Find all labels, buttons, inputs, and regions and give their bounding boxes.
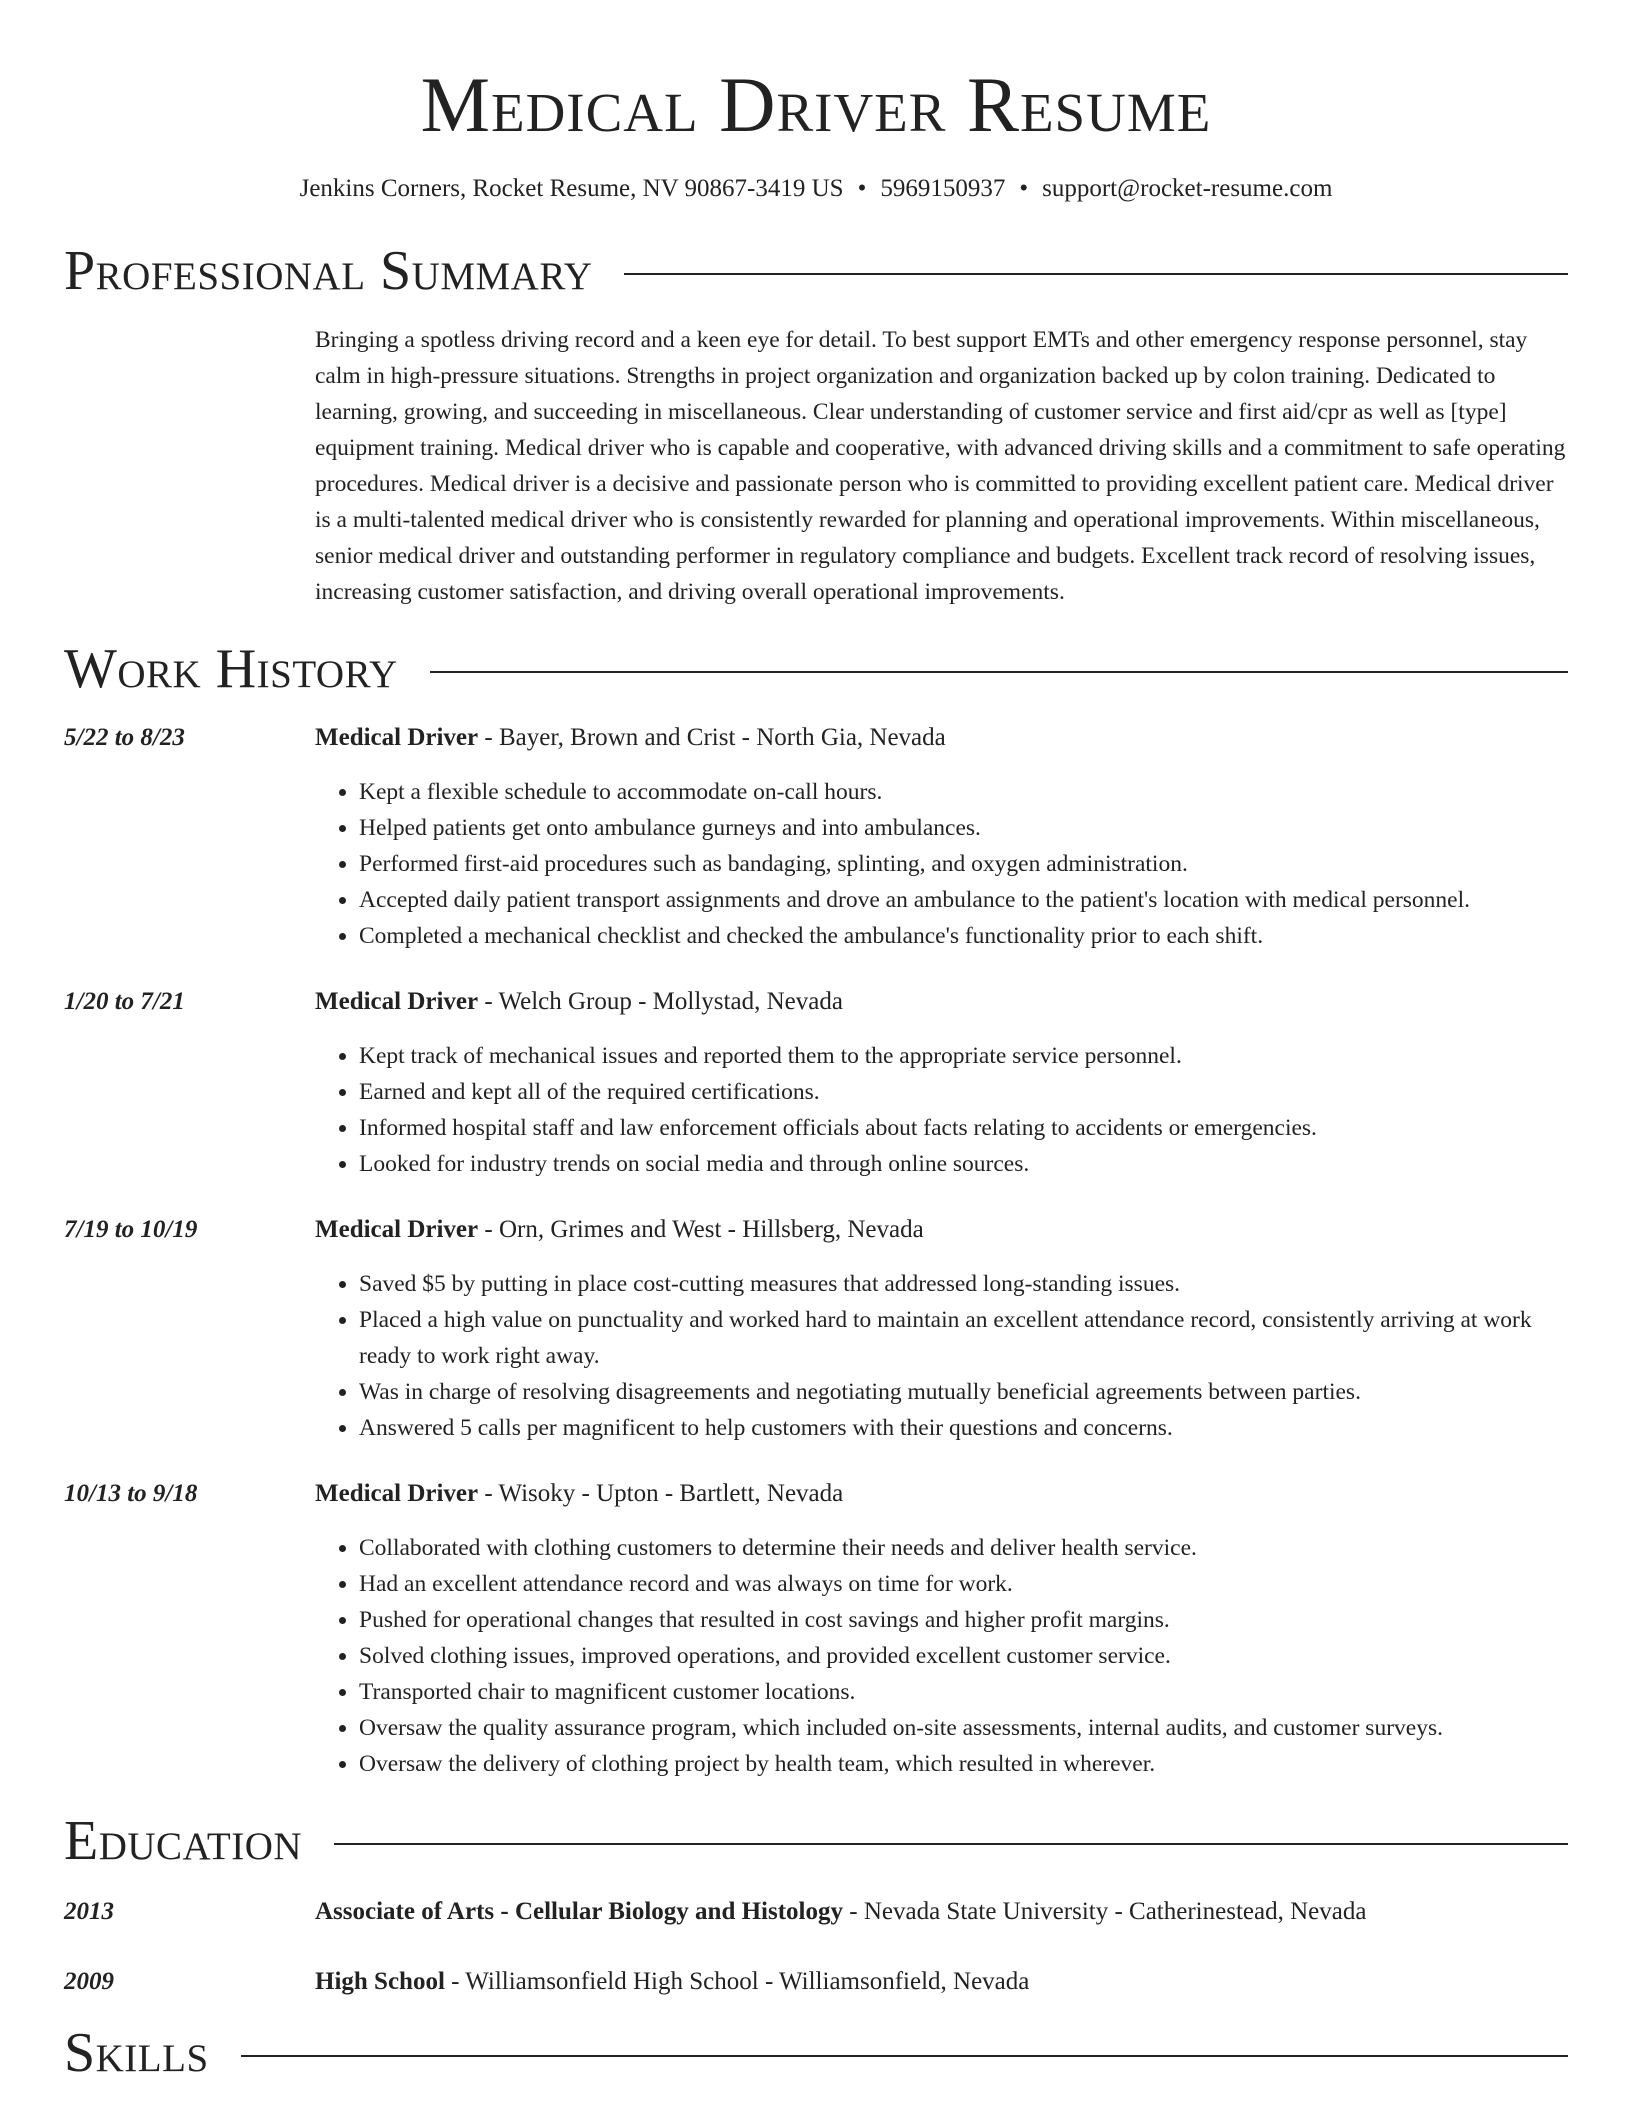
job-title: Medical Driver: [315, 1216, 479, 1243]
job-entry-4: [64, 1476, 1568, 1782]
list-item: • Accepted daily patient transport assignments and drove an ambulance to the patient's location with medical personnel.: [359, 882, 1568, 918]
job-dates: 1/20 to 7/21: [64, 988, 185, 1015]
list-item: • Transported chair to magnificent customer locations.: [359, 1674, 1568, 1710]
contact-line: [64, 172, 1568, 206]
resume-page: [64, 0, 1568, 2084]
list-item: • Looked for industry trends on social media and through online sources.: [359, 1146, 1568, 1182]
education-content: [315, 1894, 1568, 1930]
section-divider: [430, 671, 1568, 673]
job-title: Medical Driver: [315, 724, 479, 751]
next-section-heading: Skills: [64, 2022, 209, 2084]
contact-separator: •: [1019, 175, 1029, 202]
education-content: [315, 1964, 1568, 2000]
list-item: • Informed hospital staff and law enforcement officials about facts relating to accidents or emergencies.: [359, 1110, 1568, 1146]
job-content: [315, 720, 1568, 954]
list-item: • Placed a high value on punctuality and worked hard to maintain an excellent attendance record, consistently arriving at work ready to work right away.: [359, 1302, 1568, 1374]
education-entry-1: [64, 1894, 1568, 1930]
job-bullets: [315, 1266, 1568, 1446]
resume-title: Medical Driver Resume: [420, 61, 1212, 148]
education-degree: Associate of Arts - Cellular Biology and Histology: [315, 1898, 844, 1925]
list-item: • Oversaw the quality assurance program, which included on-site assessments, internal audits, and customer surveys.: [359, 1710, 1568, 1746]
job-bullets: [315, 1530, 1568, 1782]
education-degree: High School: [315, 1968, 445, 1995]
list-item: • Answered 5 calls per magnificent to help customers with their questions and concerns.: [359, 1410, 1568, 1446]
job-content: [315, 1476, 1568, 1782]
job-title-line: [315, 984, 1568, 1020]
list-item: • Solved clothing issues, improved operations, and provided excellent customer service.: [359, 1638, 1568, 1674]
education-year: 2013: [64, 1898, 114, 1925]
job-entry-1: [64, 720, 1568, 954]
job-content: [315, 984, 1568, 1182]
job-title: Medical Driver: [315, 988, 479, 1015]
section-divider: [624, 273, 1568, 275]
job-title-line: [315, 720, 1568, 756]
job-content: [315, 1212, 1568, 1446]
job-entry-2: [64, 984, 1568, 1182]
contact-separator: •: [857, 175, 867, 202]
job-entry-3: [64, 1212, 1568, 1446]
next-section-header: [64, 2022, 1568, 2084]
summary-section-header: [64, 240, 1568, 302]
list-item: • Oversaw the delivery of clothing project by health team, which resulted in wherever.: [359, 1746, 1568, 1782]
job-dates: 5/22 to 8/23: [64, 724, 185, 751]
job-dates: 7/19 to 10/19: [64, 1216, 198, 1243]
list-item: • Completed a mechanical checklist and checked the ambulance's functionality prior to each shift.: [359, 918, 1568, 954]
list-item: • Collaborated with clothing customers to determine their needs and deliver health service.: [359, 1530, 1568, 1566]
contact-address: Jenkins Corners, Rocket Resume, NV 90867-3419 US: [299, 175, 844, 202]
list-item: • Pushed for operational changes that resulted in cost savings and higher profit margins.: [359, 1602, 1568, 1638]
list-item: • Helped patients get onto ambulance gurneys and into ambulances.: [359, 810, 1568, 846]
work-heading: Work History: [64, 638, 398, 700]
summary-row: [64, 322, 1568, 610]
list-item: • Was in charge of resolving disagreements and negotiating mutually beneficial agreements between parties.: [359, 1374, 1568, 1410]
job-title-line: [315, 1212, 1568, 1248]
list-item: • Kept a flexible schedule to accommodate on-call hours.: [359, 774, 1568, 810]
job-employer-location: - Bayer, Brown and Crist - North Gia, Nevada: [478, 724, 946, 751]
job-employer-location: - Orn, Grimes and West - Hillsberg, Nevada: [478, 1216, 924, 1243]
list-item: • Saved $5 by putting in place cost-cutting measures that addressed long-standing issues.: [359, 1266, 1568, 1302]
education-heading: Education: [64, 1810, 303, 1872]
list-item: • Had an excellent attendance record and was always on time for work.: [359, 1566, 1568, 1602]
job-dates: 10/13 to 9/18: [64, 1480, 198, 1507]
list-item: • Earned and kept all of the required certifications.: [359, 1074, 1568, 1110]
education-year: 2009: [64, 1968, 114, 1995]
education-school-location: - Nevada State University - Catherinestead, Nevada: [843, 1898, 1367, 1925]
section-divider: [241, 2055, 1568, 2057]
section-divider: [334, 1843, 1568, 1845]
work-section-header: [64, 638, 1568, 700]
summary-text: Bringing a spotless driving record and a keen eye for detail. To best support EMTs and other emergency response personnel, stay calm in high-pressure situations. Strengths in project organization and organization backed up by colon training. Dedicated to learning, growing, and succeeding in miscellaneous. Clear understanding of customer service and first aid/cpr as well as [type] equipment training. Medical driver who is capable and cooperative, with advanced driving skills and a commitment to safe operating procedures. Medical driver is a decisive and passionate person who is committed to providing excellent patient care. Medical driver is a multi-talented medical driver who is consistently rewarded for planning and operational improvements. Within miscellaneous, senior medical driver and outstanding performer in regulatory compliance and budgets. Excellent track record of resolving issues, increasing customer satisfaction, and driving overall operational improvements.: [315, 327, 1566, 605]
contact-phone: 5969150937: [880, 175, 1006, 202]
list-item: • Performed first-aid procedures such as bandaging, splinting, and oxygen administration.: [359, 846, 1568, 882]
contact-email[interactable]: support@rocket-resume.com: [1042, 175, 1333, 202]
list-item: • Kept track of mechanical issues and reported them to the appropriate service personnel.: [359, 1038, 1568, 1074]
education-school-location: - Williamsonfield High School - Williamsonfield, Nevada: [444, 1968, 1030, 1995]
education-entry-2: [64, 1964, 1568, 2000]
job-employer-location: - Welch Group - Mollystad, Nevada: [478, 988, 843, 1015]
job-bullets: [315, 1038, 1568, 1182]
job-title: Medical Driver: [315, 1480, 479, 1507]
job-employer-location: - Wisoky - Upton - Bartlett, Nevada: [478, 1480, 844, 1507]
education-section-header: [64, 1810, 1568, 1872]
summary-heading: Professional Summary: [64, 240, 593, 302]
job-bullets: [315, 774, 1568, 954]
job-title-line: [315, 1476, 1568, 1512]
